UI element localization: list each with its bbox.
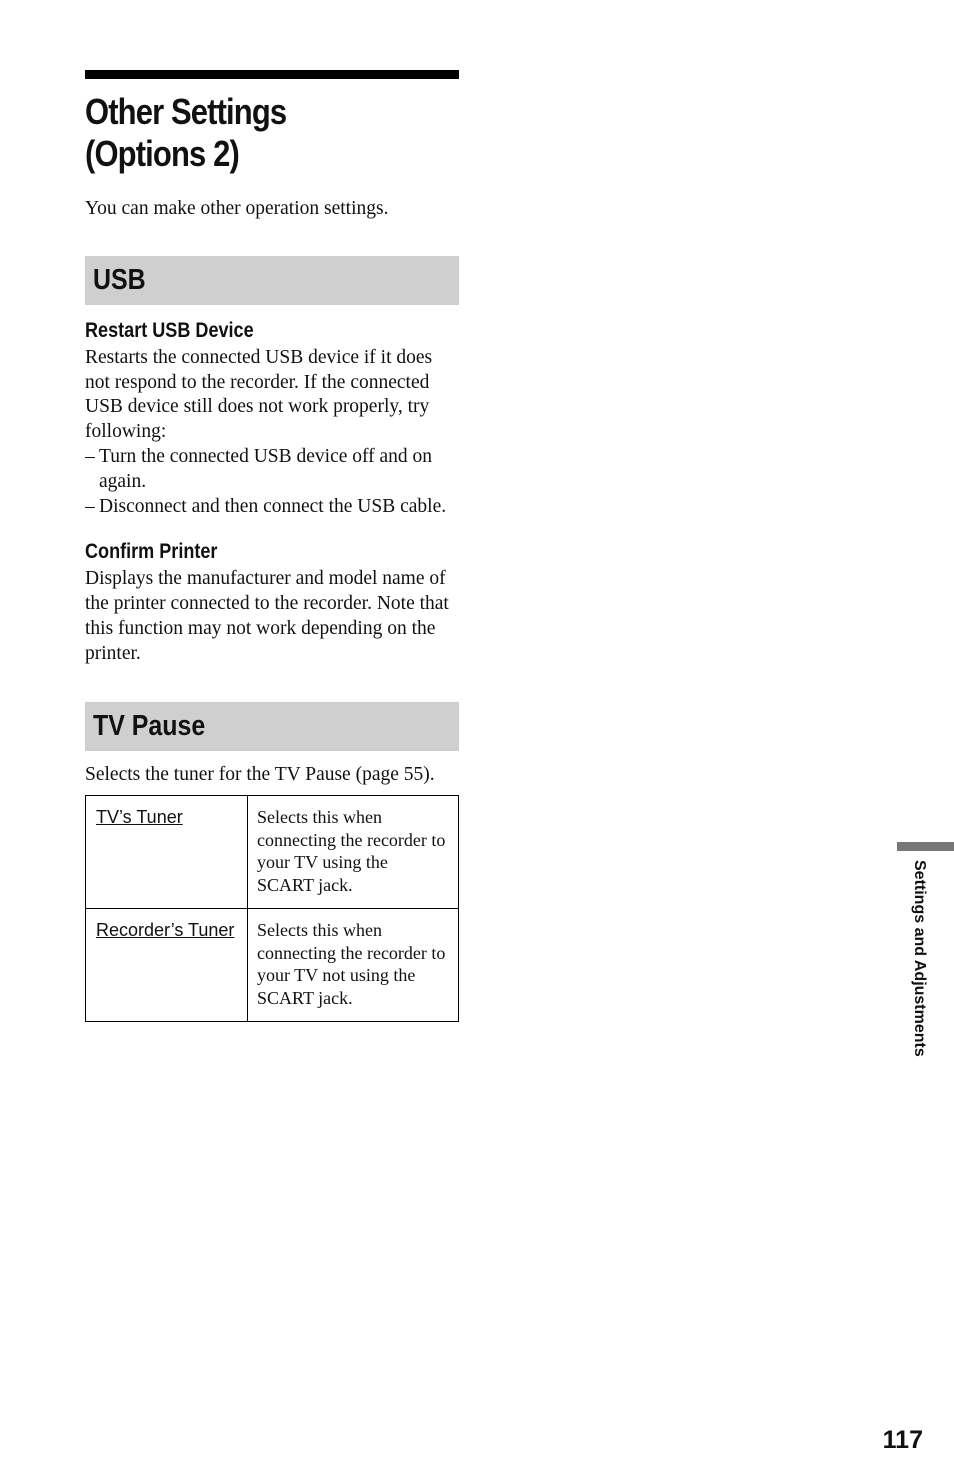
- page-title: [85, 91, 407, 175]
- dash-bullet: –: [85, 445, 95, 467]
- tuner-options-table: [85, 795, 459, 1022]
- list-item-text: Disconnect and then connect the USB cable.: [99, 495, 447, 517]
- list-item: [85, 495, 459, 520]
- tv-pause-description: Selects the tuner for the TV Pause (page 55).: [85, 763, 435, 785]
- option-description: Selects this when connecting the recorder to your TV not using the SCART jack.: [248, 909, 459, 1022]
- confirm-printer-text: Displays the manufacturer and model name of the printer connected to the recorder. Note that this function may not work depending on the printer.: [85, 568, 449, 664]
- option-name-cell: [86, 796, 248, 909]
- list-item-text: Turn the connected USB device off and on again.: [99, 445, 433, 492]
- confirm-printer-heading: Confirm Printer: [85, 540, 218, 564]
- tv-pause-section-title: TV Pause: [93, 709, 206, 742]
- page-number: 117: [882, 1426, 923, 1454]
- main-column: [85, 70, 459, 1022]
- option-description: Selects this when connecting the recorder to your TV using the SCART jack.: [248, 796, 459, 909]
- side-tab-marker: [897, 842, 954, 851]
- option-name: Recorder’s Tuner: [96, 920, 235, 941]
- table-row: [86, 796, 459, 909]
- tv-pause-section-header: [85, 702, 459, 751]
- title-rule: [85, 70, 459, 79]
- table-row: [86, 909, 459, 1022]
- intro-text: You can make other operation settings.: [85, 198, 389, 219]
- restart-usb-text: Restarts the connected USB device if it does not respond to the recorder. If the connected USB device still does not work properly, try following:: [85, 346, 433, 443]
- page-title-line2: (Options 2): [85, 133, 239, 174]
- option-name-cell: [86, 909, 248, 1022]
- restart-usb-heading: Restart USB Device: [85, 318, 254, 342]
- restart-usb-list: [85, 445, 459, 519]
- usb-section-title: USB: [93, 263, 146, 296]
- option-name: TV’s Tuner: [96, 807, 183, 828]
- list-item: [85, 445, 459, 495]
- page-title-line1: Other Settings: [85, 91, 287, 132]
- dash-bullet: –: [85, 495, 95, 517]
- side-section-label: Settings and Adjustments: [911, 860, 928, 1057]
- usb-section-header: [85, 256, 459, 305]
